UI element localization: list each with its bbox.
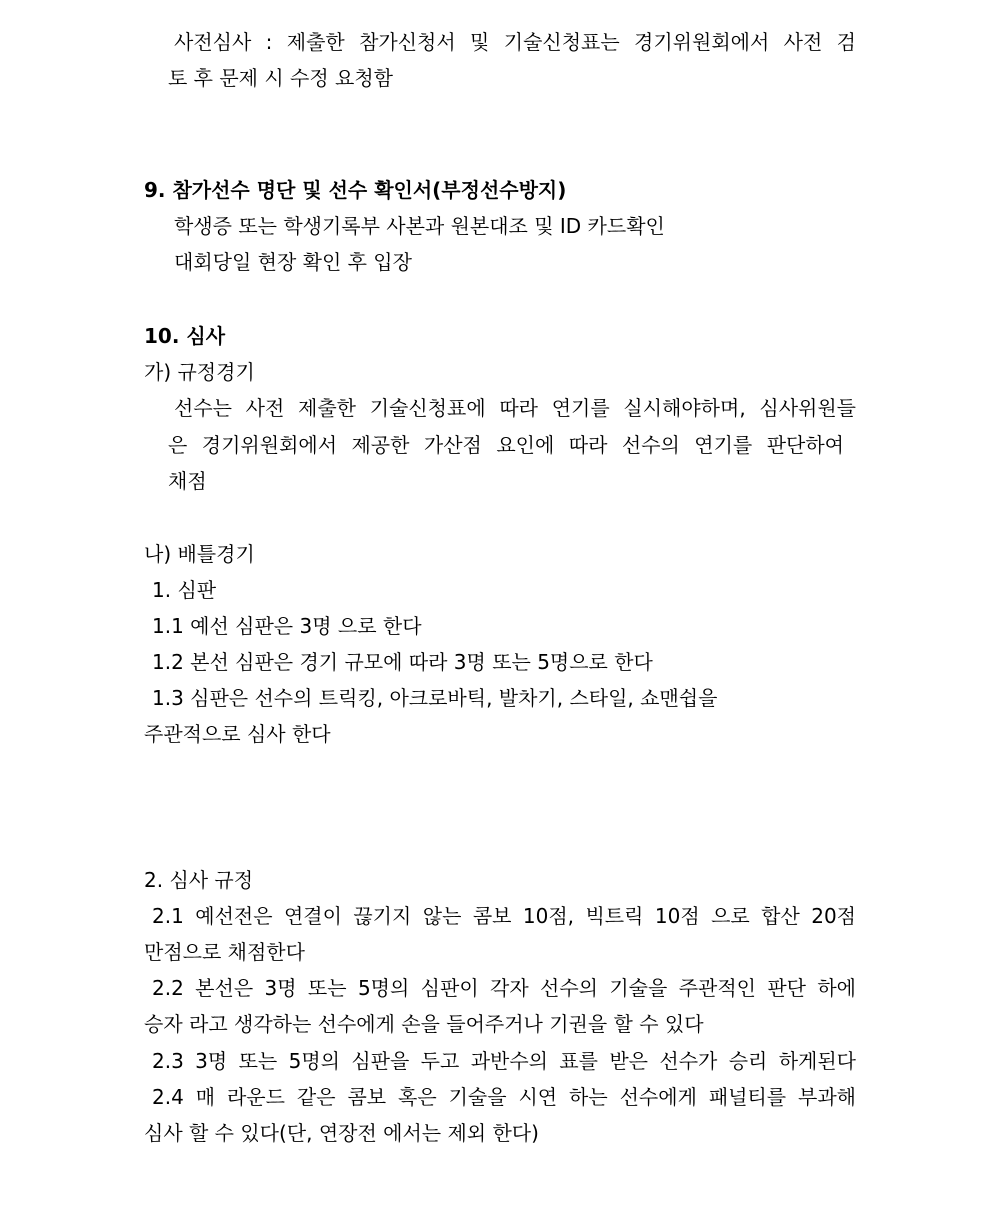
rules-item-2-4: 2.4 매 라운드 같은 콤보 혹은 기술을 시연 하는 선수에게 패널티를 부과해 [152,1085,856,1109]
judge-title: 1. 심판 [152,578,217,602]
section-10-ga-line-1: 선수는 사전 제출한 기술신청표에 따라 연기를 실시해야하며, 심사위원들 [174,396,856,420]
judge-item-1-3: 1.3 심판은 선수의 트릭킹, 아크로바틱, 발차기, 스타일, 쇼맨쉽을 [152,686,718,710]
prescreen-line-2: 토 후 문제 시 수정 요청함 [168,66,393,90]
section-10-ga-line-3: 채점 [168,469,207,493]
section-10-na-title: 나) 배틀경기 [144,542,255,566]
section-10-ga-title: 가) 규정경기 [144,360,255,384]
prescreen-line-1: 사전심사 : 제출한 참가신청서 및 기술신청표는 경기위원회에서 사전 검 [174,30,856,54]
rules-item-2-4-cont: 심사 할 수 있다(단, 연장전 에서는 제외 한다) [144,1121,539,1145]
judge-item-1-3-cont: 주관적으로 심사 한다 [144,722,331,746]
rules-item-2-1-cont: 만점으로 채점한다 [144,940,305,964]
rules-item-2-2-cont: 승자 라고 생각하는 선수에게 손을 들어주거나 기권을 할 수 있다 [144,1012,704,1036]
section-9-heading: 9. 참가선수 명단 및 선수 확인서(부정선수방지) [144,178,567,202]
judge-item-1-2: 1.2 본선 심판은 경기 규모에 따라 3명 또는 5명으로 한다 [152,650,653,674]
section-9-line-1: 학생증 또는 학생기록부 사본과 원본대조 및 ID 카드확인 [174,214,665,238]
rules-item-2-1: 2.1 예선전은 연결이 끊기지 않는 콤보 10점, 빅트릭 10점 으로 합산 20점 [152,904,856,928]
section-9-line-2: 대회당일 현장 확인 후 입장 [174,250,412,274]
section-10-ga-line-2: 은 경기위원회에서 제공한 가산점 요인에 따라 선수의 연기를 판단하여 [168,433,844,457]
rules-title: 2. 심사 규정 [144,868,254,892]
rules-item-2-2: 2.2 본선은 3명 또는 5명의 심판이 각자 선수의 기술을 주관적인 판단 하에 [152,976,856,1000]
rules-item-2-3: 2.3 3명 또는 5명의 심판을 두고 과반수의 표를 받은 선수가 승리 하게된다 [152,1049,856,1073]
section-10-heading: 10. 심사 [144,324,226,348]
judge-item-1-1: 1.1 예선 심판은 3명 으로 한다 [152,614,422,638]
